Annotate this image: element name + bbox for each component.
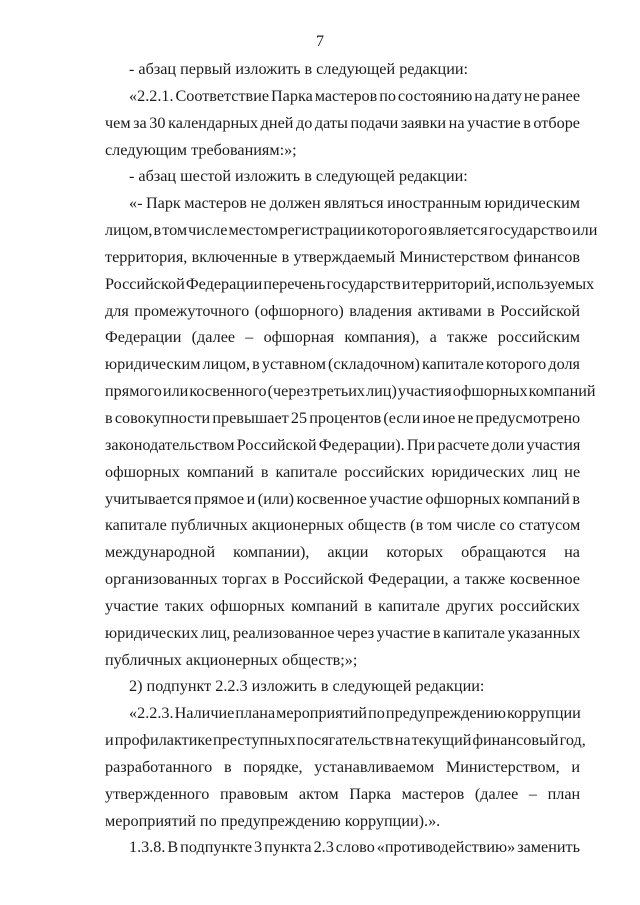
page-number: 7	[316, 33, 324, 50]
text-line: прямого или косвенного (через третьих лиц) участия офшорных компаний	[105, 382, 596, 401]
paragraph-2-2-3	[105, 700, 586, 834]
text-line: чем за 30 календарных дней до даты подачи заявки на участие в отборе	[105, 113, 580, 132]
text-line: юридических лиц, реализованное через участие в капитале указанных	[105, 623, 581, 642]
text-line: разработанного в порядке, устанавливаемом Министерством, и	[105, 757, 580, 776]
text-line: - абзац первый изложить в следующей редакции:	[129, 60, 469, 78]
text-line: законодательством Российской Федерации). При расчете доли участия	[105, 435, 581, 454]
text-line: Российской Федерации перечень государств и территорий, используемых	[105, 274, 595, 293]
text-line: следующим требованиям:»;	[105, 140, 297, 159]
text-line: юридическим лицом, в уставном (складочном) капитале которого доля	[105, 355, 580, 374]
text-line: «- Парк мастеров не должен являться иностранным юридическим	[129, 194, 580, 213]
text-line: капитале публичных акционерных обществ (в том числе со статусом	[105, 516, 581, 535]
text-line: международной компании), акции которых обращаются на	[105, 543, 580, 562]
text-line: территория, включенные в утверждаемый Министерством финансов	[105, 247, 580, 266]
text-line: для промежуточного (офшорного) владения активами в Российской	[105, 301, 580, 320]
paragraph-1-3-8	[105, 834, 580, 861]
text-line: «2.2.3. Наличие плана мероприятий по предупреждению коррупции	[129, 704, 581, 723]
text-line: 2) подпункт 2.2.3 изложить в следующей редакции:	[129, 677, 485, 696]
paragraph-amend-sixth	[105, 163, 580, 190]
text-line: публичных акционерных обществ;»;	[105, 650, 358, 669]
text-line: учитывается прямое и (или) косвенное участие офшорных компаний в	[105, 489, 580, 508]
text-line: в совокупности превышает 25 процентов (если иное не предусмотрено	[105, 408, 581, 427]
text-line: участие таких офшорных компаний в капитале других российских	[105, 596, 580, 615]
text-line: мероприятий по предупреждению коррупции).».	[105, 811, 441, 830]
document-body	[105, 56, 598, 861]
text-line: утвержденного правовым актом Парка мастеров (далее – план	[105, 784, 581, 803]
paragraph-offshore-requirement	[105, 190, 598, 673]
paragraph-2-2-1	[105, 83, 580, 164]
paragraph-subpoint-2-2-3	[105, 673, 580, 700]
text-line: 1.3.8. В подпункте 3 пункта 2.3 слово «противодействию» заменить	[129, 838, 580, 857]
text-line: лицом, в том числе местом регистрации которого является государство или	[105, 221, 598, 240]
text-line: - абзац шестой изложить в следующей редакции:	[129, 167, 468, 186]
text-line: организованных торгах в Российской Федерации, а также косвенное	[105, 570, 580, 589]
text-line: «2.2.1. Соответствие Парка мастеров по состоянию на дату не ранее	[129, 86, 580, 105]
text-line: и профилактике преступных посягательств на текущий финансовый год,	[105, 731, 586, 750]
paragraph-amend-first	[105, 56, 580, 83]
text-line: Федерации (далее – офшорная компания), а также российским	[105, 328, 580, 347]
text-line: офшорных компаний в капитале российских юридических лиц не	[105, 462, 581, 481]
